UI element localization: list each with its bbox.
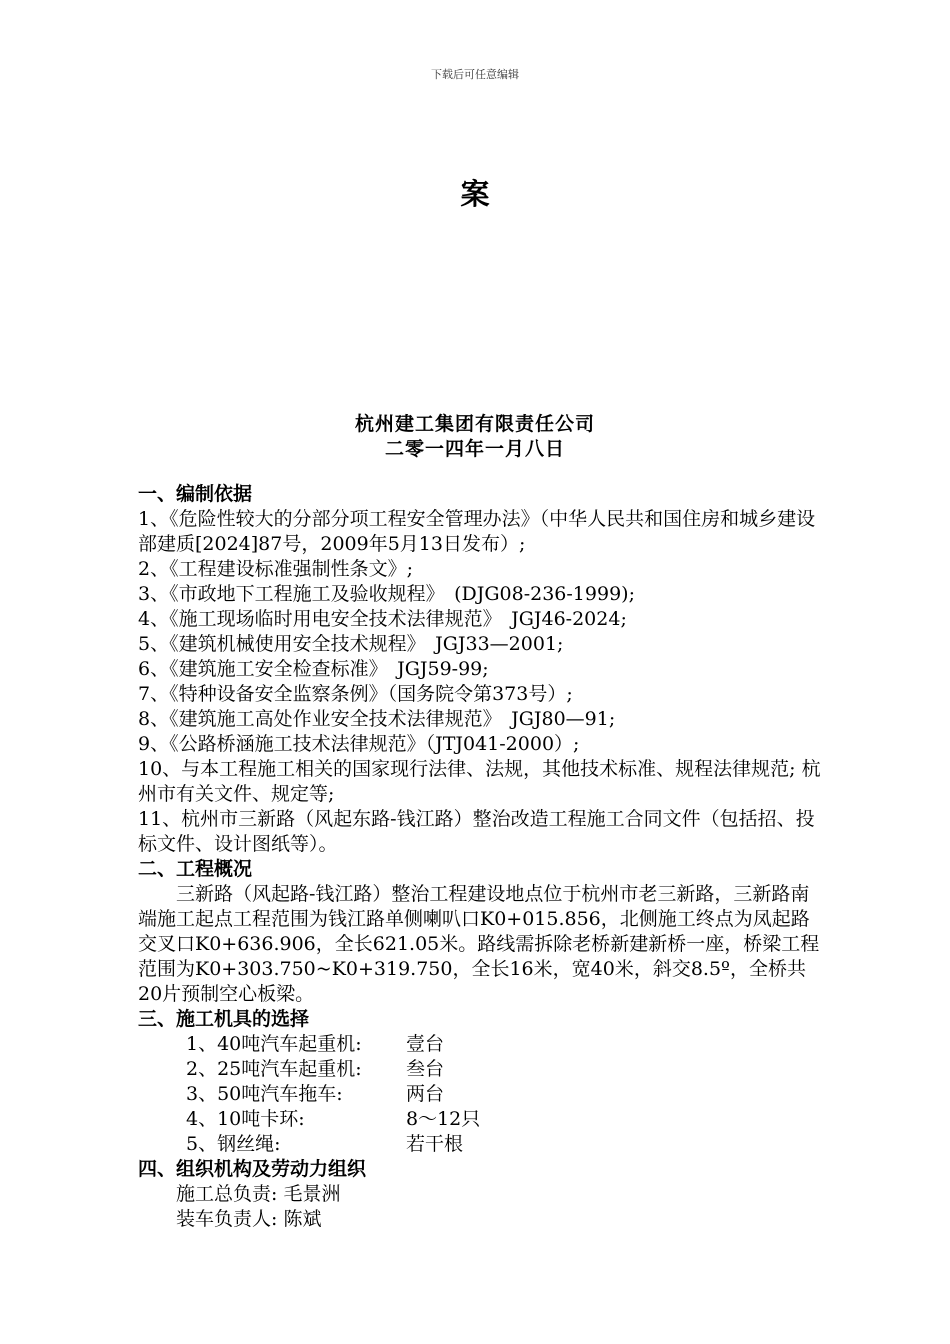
basis-item: 8、《建筑施工高处作业安全技术法律规范》 JGJ80—91; (138, 708, 616, 730)
cover-title-char: 案 (460, 177, 490, 211)
document-body (138, 482, 828, 1232)
overview-paragraph: 三新路（风起路-钱江路）整治工程建设地点位于杭州市老三新路，三新路南端施工起点工程范围为钱江路单侧喇叭口K0+015.856，北侧施工终点为凤起路交叉口K0+636.906，全长621.05米。路线需拆除老桥新建新桥一座，桥梁工程范围为K0+303.750~K0+319.750，全长16米，宽40米，斜交8.5º，全桥共20片预制空心板梁。 (138, 883, 820, 1005)
machine-row (138, 1132, 828, 1157)
machine-row (138, 1107, 828, 1132)
basis-item: 5、《建筑机械使用安全技术规程》 JGJ33—2001; (138, 633, 564, 655)
person-line: 施工总负责: 毛景洲 (176, 1183, 341, 1205)
machine-row (138, 1057, 828, 1082)
header-note: 下载后可任意编辑 (431, 68, 519, 81)
machine-row (138, 1082, 828, 1107)
basis-item: 9、《公路桥涵施工技术法律规范》（JTJ041-2000）; (138, 733, 580, 755)
basis-item: 4、《施工现场临时用电安全技术法律规范》 JGJ46-2024; (138, 608, 627, 630)
basis-item: 6、《建筑施工安全检查标准》 JGJ59-99; (138, 658, 489, 680)
section-heading-overview: 二、工程概况 (138, 858, 253, 880)
person-line: 装车负责人: 陈斌 (176, 1208, 322, 1230)
machine-name: 5、钢丝绳: (186, 1133, 281, 1155)
basis-item: 10、与本工程施工相关的国家现行法律、法规，其他技术标准、规程法律规范; 杭州市有关文件、规定等; (138, 758, 821, 805)
company-name: 杭州建工集团有限责任公司 (354, 413, 595, 435)
machine-qty: 两台 (406, 1083, 445, 1105)
basis-item: 3、《市政地下工程施工及验收规程》 (DJG08-236-1999); (138, 583, 635, 605)
machine-qty: 叁台 (406, 1058, 445, 1080)
machine-name: 2、25吨汽车起重机: (186, 1058, 362, 1080)
machine-qty: 8～12只 (406, 1108, 481, 1130)
machine-name: 3、50吨汽车拖车: (186, 1083, 343, 1105)
section-heading-basis: 一、编制依据 (138, 483, 253, 505)
basis-item: 11、杭州市三新路（风起东路-钱江路）整治改造工程施工合同文件（包括招、投标文件、设计图纸等）。 (138, 808, 815, 855)
machine-name: 1、40吨汽车起重机: (186, 1033, 362, 1055)
machine-name: 4、10吨卡环: (186, 1108, 305, 1130)
document-date: 二零一四年一月八日 (384, 438, 565, 460)
basis-item: 7、《特种设备安全监察条例》（国务院令第373号）; (138, 683, 573, 705)
machine-row (138, 1032, 828, 1057)
basis-item: 1、《危险性较大的分部分项工程安全管理办法》（中华人民共和国住房和城乡建设部建质[2024]87号，2009年5月13日发布）; (138, 508, 816, 555)
section-heading-organization: 四、组织机构及劳动力组织 (138, 1158, 367, 1180)
machine-qty: 若干根 (406, 1133, 464, 1155)
basis-item: 2、《工程建设标准强制性条文》; (138, 558, 413, 580)
section-heading-machinery: 三、施工机具的选择 (138, 1008, 310, 1030)
machine-qty: 壹台 (406, 1033, 445, 1055)
